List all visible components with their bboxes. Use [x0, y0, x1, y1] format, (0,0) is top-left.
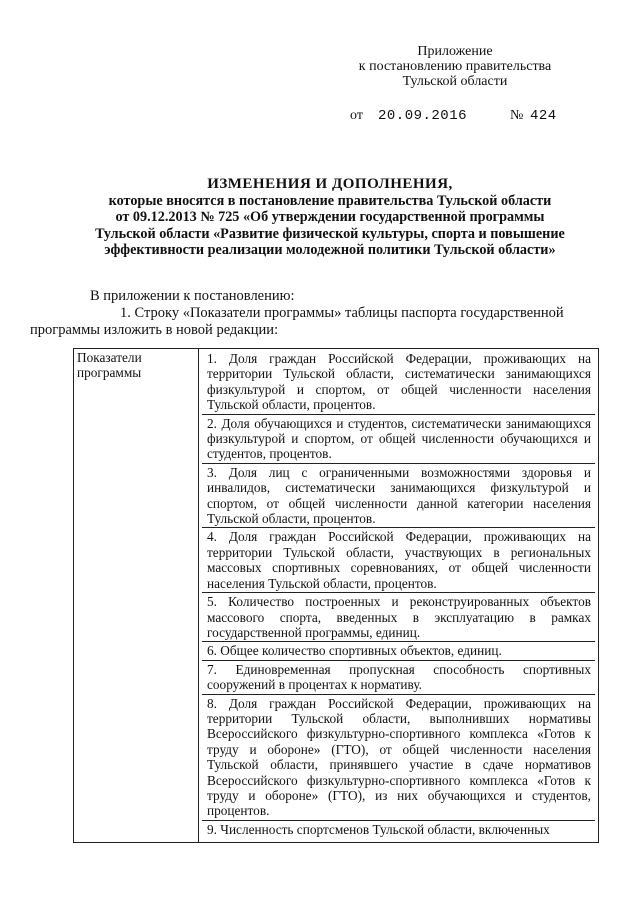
heading-line: которые вносятся в постановление правительства Тульской области — [108, 192, 552, 209]
table-row — [74, 349, 599, 843]
from-label: от — [350, 108, 363, 123]
indicators-cell — [199, 349, 599, 843]
appendix-header — [340, 44, 570, 89]
appendix-line-1: Приложение — [417, 44, 493, 59]
indicator-item: 2. Доля обучающихся и студентов, систематически занимающихся физкультурой и спортом, от общей численности обучающихся и студентов, процентов. — [202, 415, 595, 464]
heading-line: Тульской области «Развитие физической культуры, спорта и повышение — [95, 225, 565, 242]
intro-paragraph-3: программы изложить в новой редакции: — [30, 322, 279, 338]
passport-table — [73, 348, 599, 843]
appendix-line-3: Тульской области — [402, 74, 508, 89]
indicator-item: 6. Общее количество спортивных объектов, единиц. — [202, 642, 595, 660]
indicator-item: 8. Доля граждан Российской Федерации, проживающих на территории Тульской области, выполнивших нормативы Всероссийского физкультурно-спортивного комплекса «Готов к труду и обороне» (ГТО), от общей численности населения Тульской области, принявшего участие в сдаче нормативов Всероссийского физкультурно-спортивного комплекса «Готов к труду и обороне» (ГТО), из них обучающихся и студентов, процентов. — [202, 695, 595, 821]
date-number-line — [350, 108, 557, 124]
appendix-line-2: к постановлению правительства — [358, 59, 552, 74]
document-number: 424 — [530, 108, 557, 124]
indicator-item: 1. Доля граждан Российской Федерации, проживающих на территории Тульской области, систематически занимающихся физкультурой и спортом, от общей численности населения Тульской области, процентов. — [202, 350, 595, 415]
intro-paragraph-1: В приложении к постановлению: — [90, 288, 295, 304]
heading-line: эффективности реализации молодежной политики Тульской области» — [104, 242, 556, 258]
document-date: 20.09.2016 — [378, 108, 468, 124]
row-label-cell: Показатели программы — [74, 349, 199, 843]
number-label: № — [510, 108, 524, 123]
intro-paragraph-2: 1. Строку «Показатели программы» таблицы паспорта государственной — [120, 305, 564, 321]
heading-line: от 09.12.2013 № 725 «Об утверждении государственной программы — [115, 209, 545, 225]
document-heading — [60, 176, 600, 259]
indicator-item: 7. Единовременная пропускная способность спортивных сооружений в процентах к нормативу. — [202, 661, 595, 695]
heading-title: ИЗМЕНЕНИЯ И ДОПОЛНЕНИЯ, — [207, 176, 453, 192]
indicator-item: 9. Численность спортсменов Тульской области, включенных — [207, 821, 550, 837]
indicator-item: 3. Доля лиц с ограниченными возможностями здоровья и инвалидов, систематически занимающихся физкультурой и спортом, от общей численности данной категории населения Тульской области, процентов. — [202, 464, 595, 529]
intro-text — [30, 288, 600, 339]
indicator-item: 5. Количество построенных и реконструированных объектов массового спорта, введенных в эксплуатацию в рамках государственной программы, единиц. — [202, 593, 595, 642]
indicator-item: 4. Доля граждан Российской Федерации, проживающих на территории Тульской области, участвующих в региональных массовых спортивных соревнованиях, от общей численности населения Тульской области, процентов. — [202, 528, 595, 593]
